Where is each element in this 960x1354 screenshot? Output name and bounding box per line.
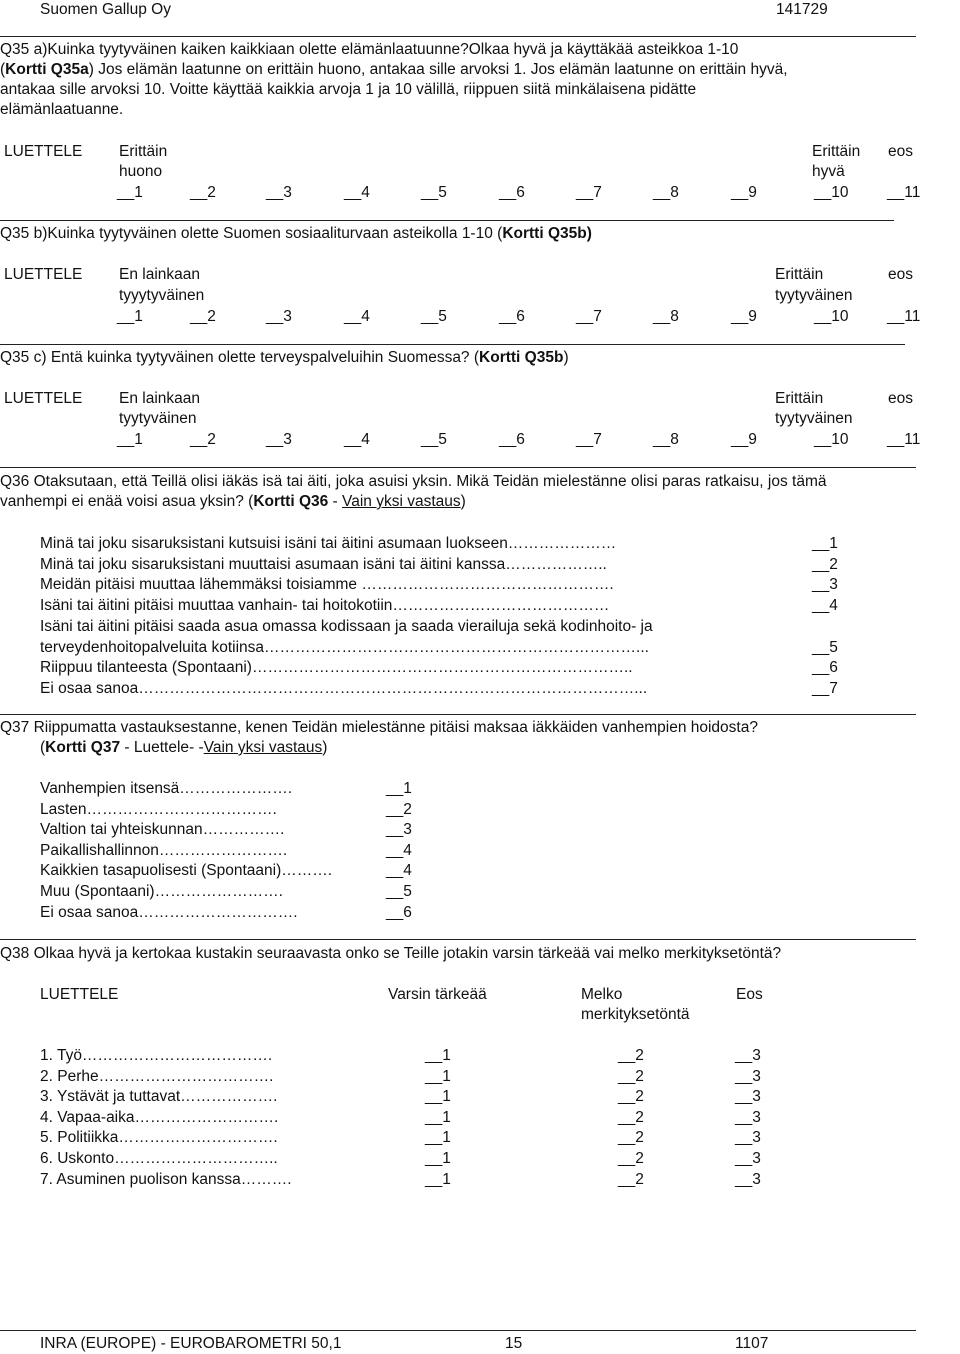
q37-option-code: __3 — [386, 821, 412, 839]
scale-option-4: __4 — [344, 431, 370, 448]
q38-row-code-1: __1 — [425, 1108, 451, 1126]
divider — [0, 344, 905, 345]
q35c-question: Q35 c) Entä kuinka tyytyväinen olette terveyspalveluihin Suomessa? (Kortti Q35b) — [0, 349, 569, 366]
q36-option-text: Riippuu tilanteesta (Spontaani)……………………………………………………………….. — [40, 659, 633, 677]
q37-option-code: __4 — [386, 841, 412, 859]
q38-col-header-3: Eos — [736, 986, 763, 1003]
q35a-low-label-2: huono — [119, 163, 163, 180]
q38-row-code-3: __3 — [735, 1170, 761, 1188]
q35c-low-label-2: tyytyväinen — [119, 410, 197, 427]
q35c-luettele: LUETTELE — [4, 390, 83, 407]
q37-option-text: Ei osaa sanoa…………………………. — [40, 903, 298, 921]
q35a-line3: antakaa sille arvoksi 10. Voitte käyttää kaikkia arvoja 1 ja 10 välillä, riippuen siitä minkälaisena pidätte — [0, 81, 697, 98]
q37-option-code: __2 — [386, 800, 412, 818]
q35a-high-label-1: Erittäin — [812, 143, 861, 160]
q37-option-text: Kaikkien tasapuolisesti (Spontaani)………. — [40, 862, 333, 880]
q35a-line2: (Kortti Q35a) Jos elämän laatunne on erittäin huono, antakaa sille arvoksi 1. Jos elämän laatunne on erittäin hyvä, — [0, 61, 788, 78]
divider — [0, 939, 916, 940]
q36-option-code: __7 — [812, 679, 838, 697]
scale-option-9: __9 — [731, 308, 757, 325]
scale-option-7: __7 — [576, 184, 602, 201]
q37-option-code: __5 — [386, 883, 412, 900]
q38-row-code-2: __2 — [618, 1088, 644, 1106]
q36-option-text: Meidän pitäisi muuttaa lähemmäksi toisiamme …………………………………………. — [40, 576, 614, 594]
q36-option-code: __1 — [812, 535, 838, 552]
q37-option-text: Vanhempien itsensä…………………. — [40, 780, 293, 797]
q35c-high-label-1: Erittäin — [775, 390, 824, 407]
scale-option-10: __10 — [814, 308, 849, 325]
q35b-luettele: LUETTELE — [4, 266, 83, 283]
q35b-high-label-1: Erittäin — [775, 266, 824, 283]
scale-option-8: __8 — [653, 431, 679, 448]
q36-line1: Q36 Otaksutaan, että Teillä olisi iäkäs isä tai äiti, joka asuisi yksin. Mikä Teidän mielestänne olisi paras ratkaisu, jos tämä — [0, 473, 827, 490]
q38-row-code-1: __1 — [425, 1067, 451, 1085]
scale-option-11: __11 — [887, 431, 921, 448]
scale-option-10: __10 — [814, 184, 849, 201]
q38-luettele: LUETTELE — [40, 986, 119, 1003]
q35c-eos: eos — [888, 390, 913, 407]
scale-option-6: __6 — [499, 308, 525, 325]
q36-option-code: __6 — [812, 659, 838, 677]
q38-row-code-2: __2 — [618, 1129, 644, 1147]
q38-row-code-2: __2 — [618, 1108, 644, 1126]
scale-option-3: __3 — [266, 431, 292, 448]
q37-option-code: __6 — [386, 903, 412, 921]
q38-col-header-2a: Melko — [581, 986, 623, 1003]
q38-row-code-3: __3 — [735, 1047, 761, 1064]
scale-option-8: __8 — [653, 308, 679, 325]
scale-option-2: __2 — [190, 431, 216, 448]
q38-row-label: 1. Työ………………………………. — [40, 1047, 273, 1064]
q37-option-text: Valtion tai yhteiskunnan……………. — [40, 821, 285, 839]
scale-option-11: __11 — [887, 308, 921, 325]
q38-row-code-1: __1 — [425, 1170, 451, 1188]
q36-option-code: __3 — [812, 576, 838, 594]
divider — [0, 1330, 916, 1331]
q38-col-header-1: Varsin tärkeää — [388, 986, 487, 1003]
q37-option-text: Muu (Spontaani)……………………. — [40, 883, 283, 900]
q35a-eos: eos — [888, 143, 913, 160]
q36-option-text: terveydenhoitopalveluita kotiinsa………………………………………………………………... — [40, 638, 649, 656]
q38-row-label: 5. Politiikka…………………………. — [40, 1129, 278, 1147]
divider — [0, 220, 894, 221]
q38-row-code-2: __2 — [618, 1170, 644, 1188]
scale-option-5: __5 — [421, 184, 447, 201]
q38-row-label: 3. Ystävät ja tuttavat………………. — [40, 1088, 278, 1106]
scale-option-2: __2 — [190, 308, 216, 325]
q38-col-header-2b: merkityksetöntä — [581, 1006, 690, 1023]
company-name: Suomen Gallup Oy — [40, 1, 171, 18]
page-number: 15 — [505, 1335, 523, 1352]
q37-line1: Q37 Riippumatta vastauksestanne, kenen Teidän mielestänne pitäisi maksaa iäkkäiden vanhempien hoidosta? — [0, 719, 758, 736]
q35b-eos: eos — [888, 266, 913, 283]
scale-option-9: __9 — [731, 431, 757, 448]
scale-option-4: __4 — [344, 308, 370, 325]
scale-option-11: __11 — [887, 184, 921, 201]
scale-option-7: __7 — [576, 431, 602, 448]
q35c-high-label-2: tyytyväinen — [775, 410, 853, 427]
scale-option-3: __3 — [266, 308, 292, 325]
q38-row-code-3: __3 — [735, 1108, 761, 1126]
q38-row-code-3: __3 — [735, 1088, 761, 1106]
q36-option-text: Isäni tai äitini pitäisi muuttaa vanhain- tai hoitokotiin…………………………………… — [40, 597, 610, 615]
q35a-high-label-2: hyvä — [812, 163, 845, 180]
q36-line2: vanhempi ei enää voisi asua yksin? (Kortti Q36 - Vain yksi vastaus) — [0, 493, 466, 510]
footer-title: INRA (EUROPE) - EUROBAROMETRI 50,1 — [40, 1335, 342, 1352]
q38-row-code-1: __1 — [425, 1047, 451, 1064]
q36-option-text: Minä tai joku sisaruksistani muuttaisi asumaan isäni tai äitini kanssa……………….. — [40, 555, 607, 573]
q36-option-code: __2 — [812, 555, 838, 573]
q35b-low-label-1: En lainkaan — [119, 266, 201, 283]
scale-option-5: __5 — [421, 431, 447, 448]
q36-option-code: __4 — [812, 597, 838, 615]
q37-option-text: Paikallishallinnon……………………. — [40, 841, 288, 859]
q38-row-label: 2. Perhe……………………………. — [40, 1067, 274, 1085]
q38-row-code-1: __1 — [425, 1129, 451, 1147]
scale-option-5: __5 — [421, 308, 447, 325]
q37-option-code: __4 — [386, 862, 412, 880]
divider — [0, 714, 916, 715]
scale-option-1: __1 — [117, 431, 143, 448]
q38-row-code-3: __3 — [735, 1150, 761, 1167]
scale-option-9: __9 — [731, 184, 757, 201]
q38-row-label: 6. Uskonto………………………….. — [40, 1150, 278, 1167]
scale-option-10: __10 — [814, 431, 849, 448]
q36-option-code: __5 — [812, 638, 838, 656]
q38-row-code-1: __1 — [425, 1150, 451, 1167]
scale-option-7: __7 — [576, 308, 602, 325]
q38-row-label: 4. Vapaa-aika………………………. — [40, 1108, 279, 1126]
scale-option-8: __8 — [653, 184, 679, 201]
q35a-line4: elämänlaatuanne. — [0, 101, 124, 118]
scale-option-1: __1 — [117, 184, 143, 201]
footer-code: 1107 — [735, 1335, 769, 1352]
scale-option-1: __1 — [117, 308, 143, 325]
q35a-luettele: LUETTELE — [4, 143, 83, 160]
scale-option-4: __4 — [344, 184, 370, 201]
divider — [0, 36, 916, 37]
q38-line1: Q38 Olkaa hyvä ja kertokaa kustakin seuraavasta onko se Teille jotakin varsin tärkeää vai melko merkityksetöntä? — [0, 945, 782, 962]
divider — [0, 467, 916, 468]
scale-option-2: __2 — [190, 184, 216, 201]
job-number: 141729 — [776, 1, 828, 18]
q37-line2: (Kortti Q37 - Luettele- -Vain yksi vastaus) — [40, 739, 328, 756]
q38-row-code-3: __3 — [735, 1067, 761, 1085]
q38-row-code-1: __1 — [425, 1088, 451, 1106]
q35b-low-label-2: tyyytyväinen — [119, 287, 205, 304]
scale-option-6: __6 — [499, 431, 525, 448]
q37-option-text: Lasten………………………………. — [40, 800, 277, 818]
q35a-low-label-1: Erittäin — [119, 143, 168, 160]
q38-row-code-2: __2 — [618, 1067, 644, 1085]
q38-row-code-3: __3 — [735, 1129, 761, 1147]
q36-option-text: Minä tai joku sisaruksistani kutsuisi isäni tai äitini asumaan luokseen………………… — [40, 535, 617, 552]
q35c-low-label-1: En lainkaan — [119, 390, 201, 407]
q35a-line1: Q35 a)Kuinka tyytyväinen kaiken kaikkiaan olette elämänlaatuunne?Olkaa hyvä ja käyttäkää asteikkoa 1-10 — [0, 41, 739, 58]
q38-row-label: 7. Asuminen puolison kanssa………. — [40, 1170, 292, 1188]
scale-option-3: __3 — [266, 184, 292, 201]
q36-option-text: Isäni tai äitini pitäisi saada asua omassa kodissaan ja saada vierailuja sekä kodinhoito- ja — [40, 617, 653, 635]
q38-row-code-2: __2 — [618, 1047, 644, 1064]
scale-option-6: __6 — [499, 184, 525, 201]
q38-row-code-2: __2 — [618, 1150, 644, 1167]
q35b-question: Q35 b)Kuinka tyytyväinen olette Suomen sosiaaliturvaan asteikolla 1-10 (Kortti Q35b) — [0, 225, 592, 242]
q35b-high-label-2: tyytyväinen — [775, 287, 853, 304]
q37-option-code: __1 — [386, 780, 412, 797]
q36-option-text: Ei osaa sanoa……………………………………………………………………………………... — [40, 679, 648, 697]
